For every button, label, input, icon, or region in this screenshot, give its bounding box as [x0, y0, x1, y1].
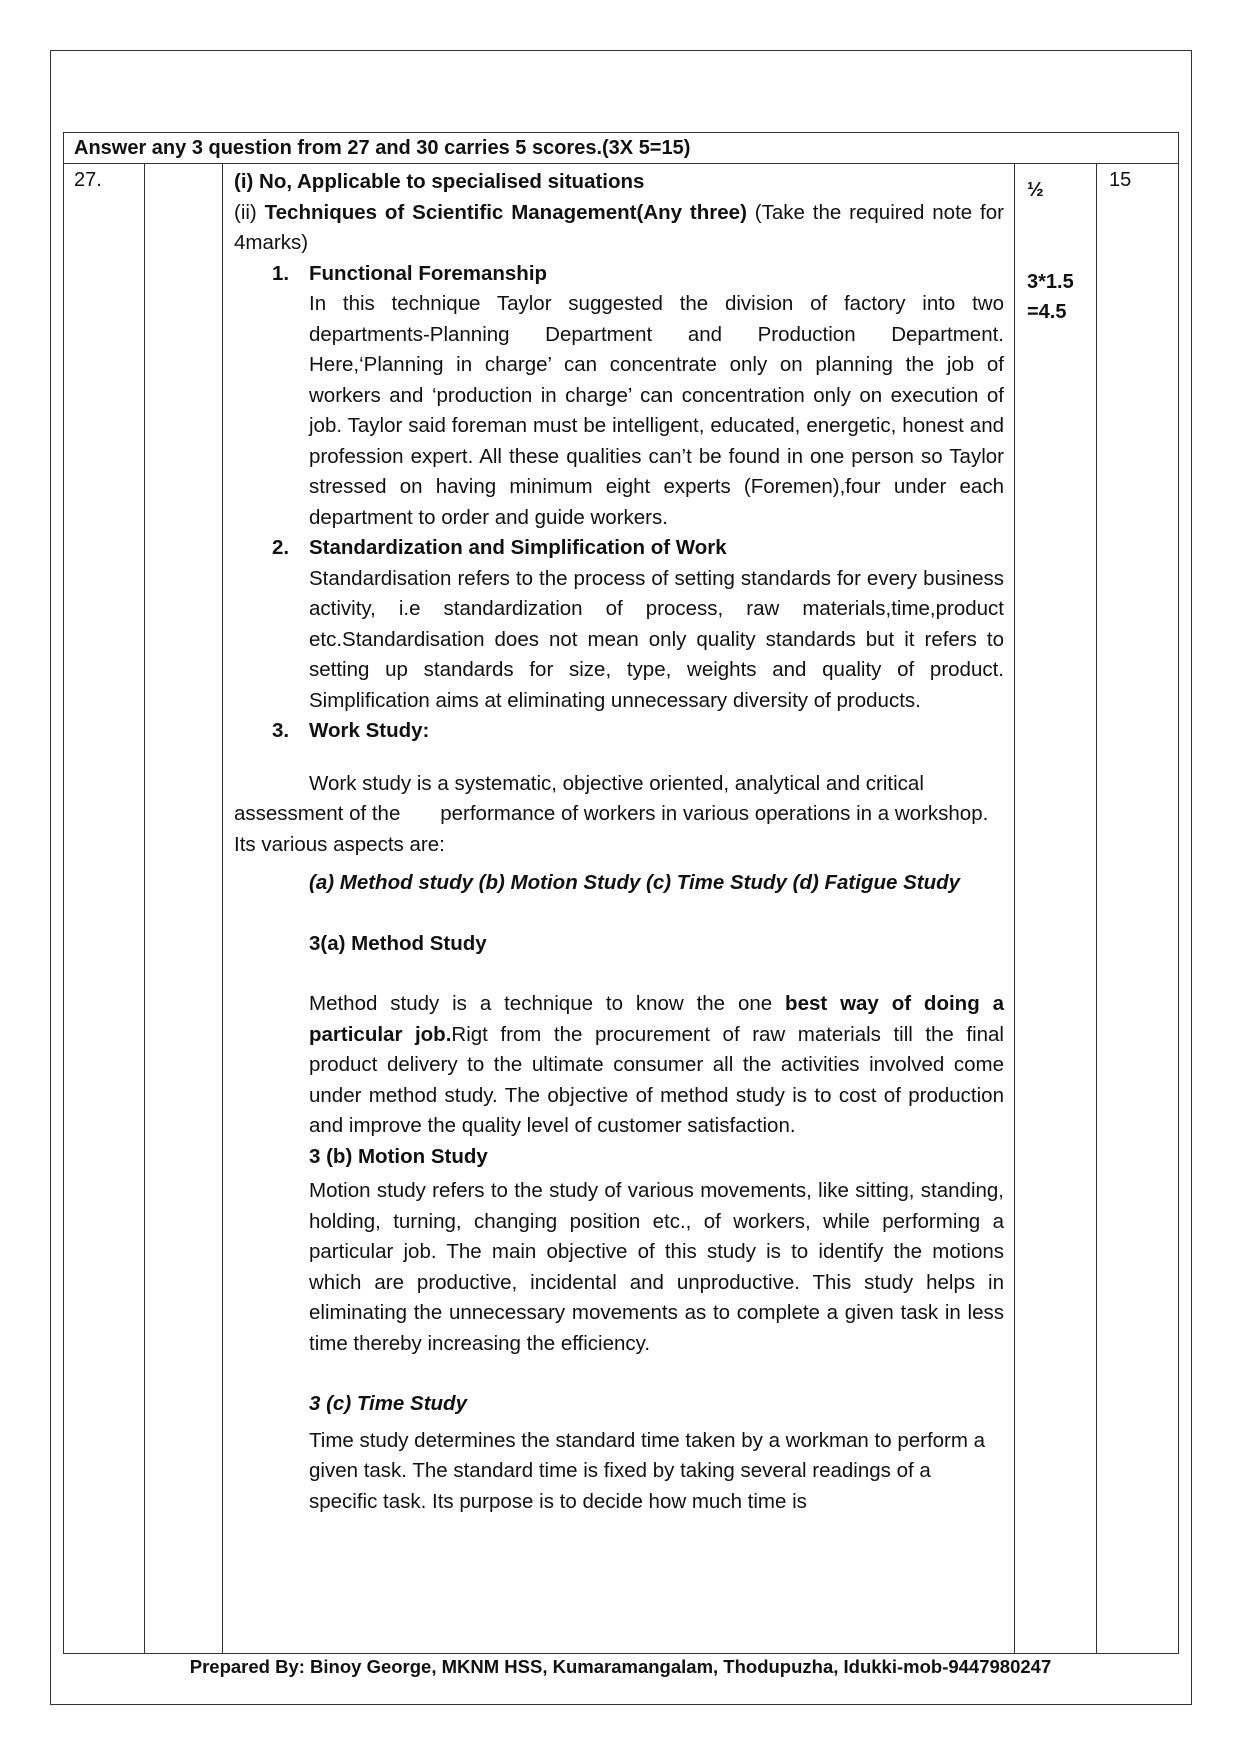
motion-study-heading: 3 (b) Motion Study — [309, 1144, 488, 1168]
column-divider-1 — [144, 164, 145, 1653]
time-study-heading: 3 (c) Time Study — [309, 1392, 467, 1415]
total-score: 15 — [1109, 169, 1132, 191]
item-1-heading: 1. Functional Foremanship — [272, 261, 548, 285]
item-2-text: Standardisation refers to the process of setting standards for every business activity, i.e standardization of process, raw materials,time,product etc.Standardisation does not mean only quality standards but it refers to setting up standards for size, type, weights and quality of product. Simplification aims at eliminating unnecessary diversity of products. — [309, 566, 1004, 712]
method-study-heading: 3(a) Method Study — [309, 931, 487, 955]
work-study-aspects: (a) Method study (b) Motion Study (c) Time Study (d) Fatigue Study — [309, 871, 961, 894]
answer-content — [234, 167, 1004, 1517]
column-divider-3 — [1014, 164, 1015, 1653]
column-divider-4 — [1096, 164, 1097, 1653]
answer-table — [63, 132, 1179, 1654]
part-ii: (ii) Techniques of Scientific Management(Any three) (Take the required note for 4marks) — [234, 200, 1004, 254]
section-header: Answer any 3 question from 27 and 30 carries 5 scores.(3X 5=15) — [64, 133, 1178, 164]
method-study-text: Method study is a technique to know the one best way of doing a particular job.Rigt from the procurement of raw materials till the final product delivery to the ultimate consumer all the activities involved come under method study. The objective of method study is to cost of production and improve the quality level of customer satisfaction. — [309, 992, 1004, 1137]
item-2-heading: 2. Standardization and Simplification of Work — [272, 536, 727, 559]
item-1-text: In this technique Taylor suggested the division of factory into two departments-Planning Department and Production Department. Here,‘Planning in charge’ can concentrate only on planning the job of workers and ‘production in charge’ can concentration only on execution of job. Taylor said foreman must be intelligent, educated, energetic, honest and profession expert. All these qualities can’t be found in one person so Taylor stressed on having minimum eight experts (Foremen),four under each department to order and guide workers. — [309, 292, 1004, 529]
mark-half: ½ — [1027, 179, 1044, 201]
mark-techniques: 3*1.5 — [1027, 271, 1074, 293]
part-i: (i) No, Applicable to specialised situations — [234, 170, 645, 193]
question-number: 27. — [74, 169, 102, 191]
footer-credit: Prepared By: Binoy George, MKNM HSS, Kumaramangalam, Thodupuzha, Idukki-mob-9447980247 — [189, 1656, 1052, 1677]
item-3-text: Work study is a systematic, objective oriented, analytical and critical assessment of the performance of workers in various operations in a workshop. Its various aspects are: — [234, 771, 994, 856]
time-study-text: Time study determines the standard time taken by a workman to perform a given task. The standard time is fixed by taking several readings of a specific task. Its purpose is to decide how much time is — [309, 1428, 986, 1513]
item-3-heading: 3. Work Study: — [272, 719, 430, 742]
column-divider-2 — [222, 164, 223, 1653]
motion-study-text: Motion study refers to the study of various movements, like sitting, standing, holding, turning, changing position etc., of workers, while performing a particular job. The main objective of this study is to identify the motions which are productive, incidental and unproductive. This study helps in eliminating the unnecessary movements as to complete a given task in less time thereby increasing the efficiency. — [309, 1179, 1004, 1355]
mark-techniques-total: =4.5 — [1027, 301, 1067, 323]
